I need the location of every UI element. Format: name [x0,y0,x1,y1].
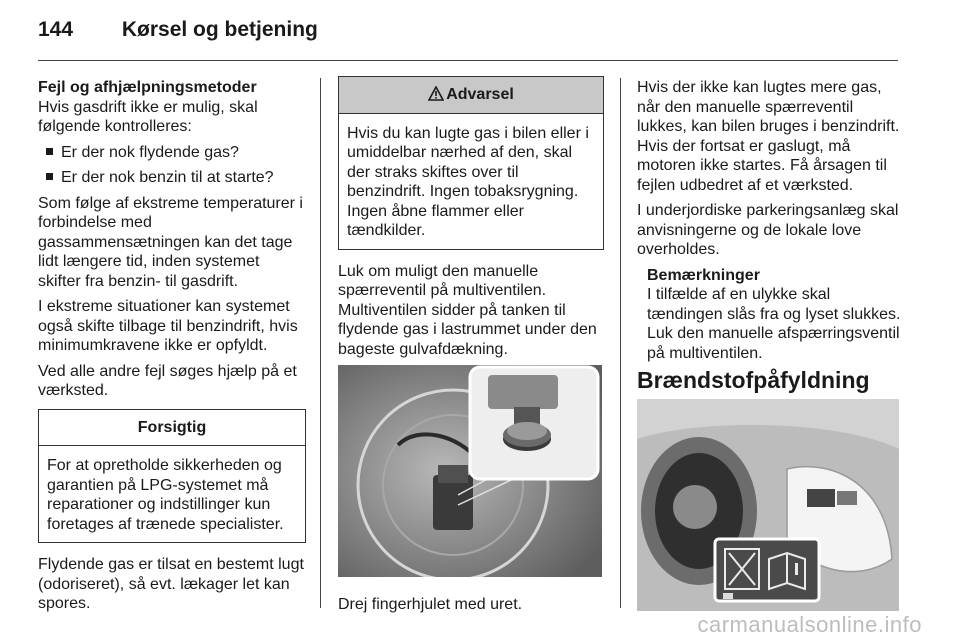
caution-box [38,409,306,544]
note-block [637,266,905,364]
column-3 [637,78,905,611]
page-title: Kørsel og betjening [121,18,318,41]
intro-text: Hvis gasdrift ikke er mulig, skal følgende kontrolleres: [38,98,258,135]
section-heading: Fejl og afhjælpningsmetoder [38,79,257,96]
column-1 [38,78,306,620]
fuel-flap-photo [637,399,899,611]
header-rule [38,60,898,61]
paragraph: Luk om muligt den manuelle spærreventil på multiventilen. Multiventilen sidder på tanken til flydende gas i lastrummet under den bageste gulvafdækning. [338,262,597,358]
photo-caption: Drej fingerhjulet med uret. [338,596,523,613]
caution-text: For at opretholde sikkerheden og garantien på LPG-systemet må reparationer og indstillinger kun foretages af trænede specialister. [47,457,284,533]
warning-box [338,76,604,250]
caution-title: Forsigtig [39,410,305,447]
watermark: carmanualsonline.info [697,612,922,637]
warning-title: Advarsel [446,86,514,103]
bullet-square-icon [46,173,53,180]
page-number: 144 [38,18,74,41]
paragraph: Som følge af ekstreme temperaturer i forbindelse med gassammensætningen kan det tage lidt længere tid, inden systemet skifter fra benzin- til gasdrift. [38,194,303,290]
multivalve-photo [338,365,602,577]
warning-triangle-icon [428,86,444,101]
fuel-flap-illustration [637,399,899,611]
paragraph: I underjordiske parkeringsanlæg skal anvisningerne og de lokale love overholdes. [637,202,899,258]
note-text: I tilfælde af en ulykke skal tændingen slås fra og lyset slukkes. Luk den manuelle afspærringsventil på multiventilen. [647,286,901,362]
column-divider [620,78,621,608]
page-header [38,18,318,42]
warning-header [339,77,603,114]
paragraph: Hvis der ikke kan lugtes mere gas, når den manuelle spærreventil lukkes, kan bilen bruges i benzindrift. Hvis der fortsat er gaslugt, må motoren ikke startes. Få årsagen til fejlen udbedret af et værksted. [637,79,900,194]
paragraph: I ekstreme situationer kan systemet også skifte tilbage til benzindrift, hvis minimumkravene ikke er opfyldt. [38,298,298,354]
column-2 [338,76,604,621]
multivalve-illustration [338,365,602,577]
paragraph: Ved alle andre fejl søges hjælp på et værksted. [38,362,297,399]
column-divider [320,78,321,608]
warning-text: Hvis du kan lugte gas i bilen eller i umiddelbar nærhed af den, skal der straks skiftes over til benzindrift. Ingen tobaksrygning. Ingen åbne flammer eller tændkilder. [347,124,589,239]
section-title: Brændstofpåfyldning [637,367,870,393]
list-item: Er der nok benzin til at starte? [38,168,306,188]
paragraph: Flydende gas er tilsat en bestemt lugt (odoriseret), så evt. lækager let kan spores. [38,556,304,612]
bullet-square-icon [46,148,53,155]
note-title: Bemærkninger [647,266,760,284]
list-item: Er der nok flydende gas? [38,143,306,163]
